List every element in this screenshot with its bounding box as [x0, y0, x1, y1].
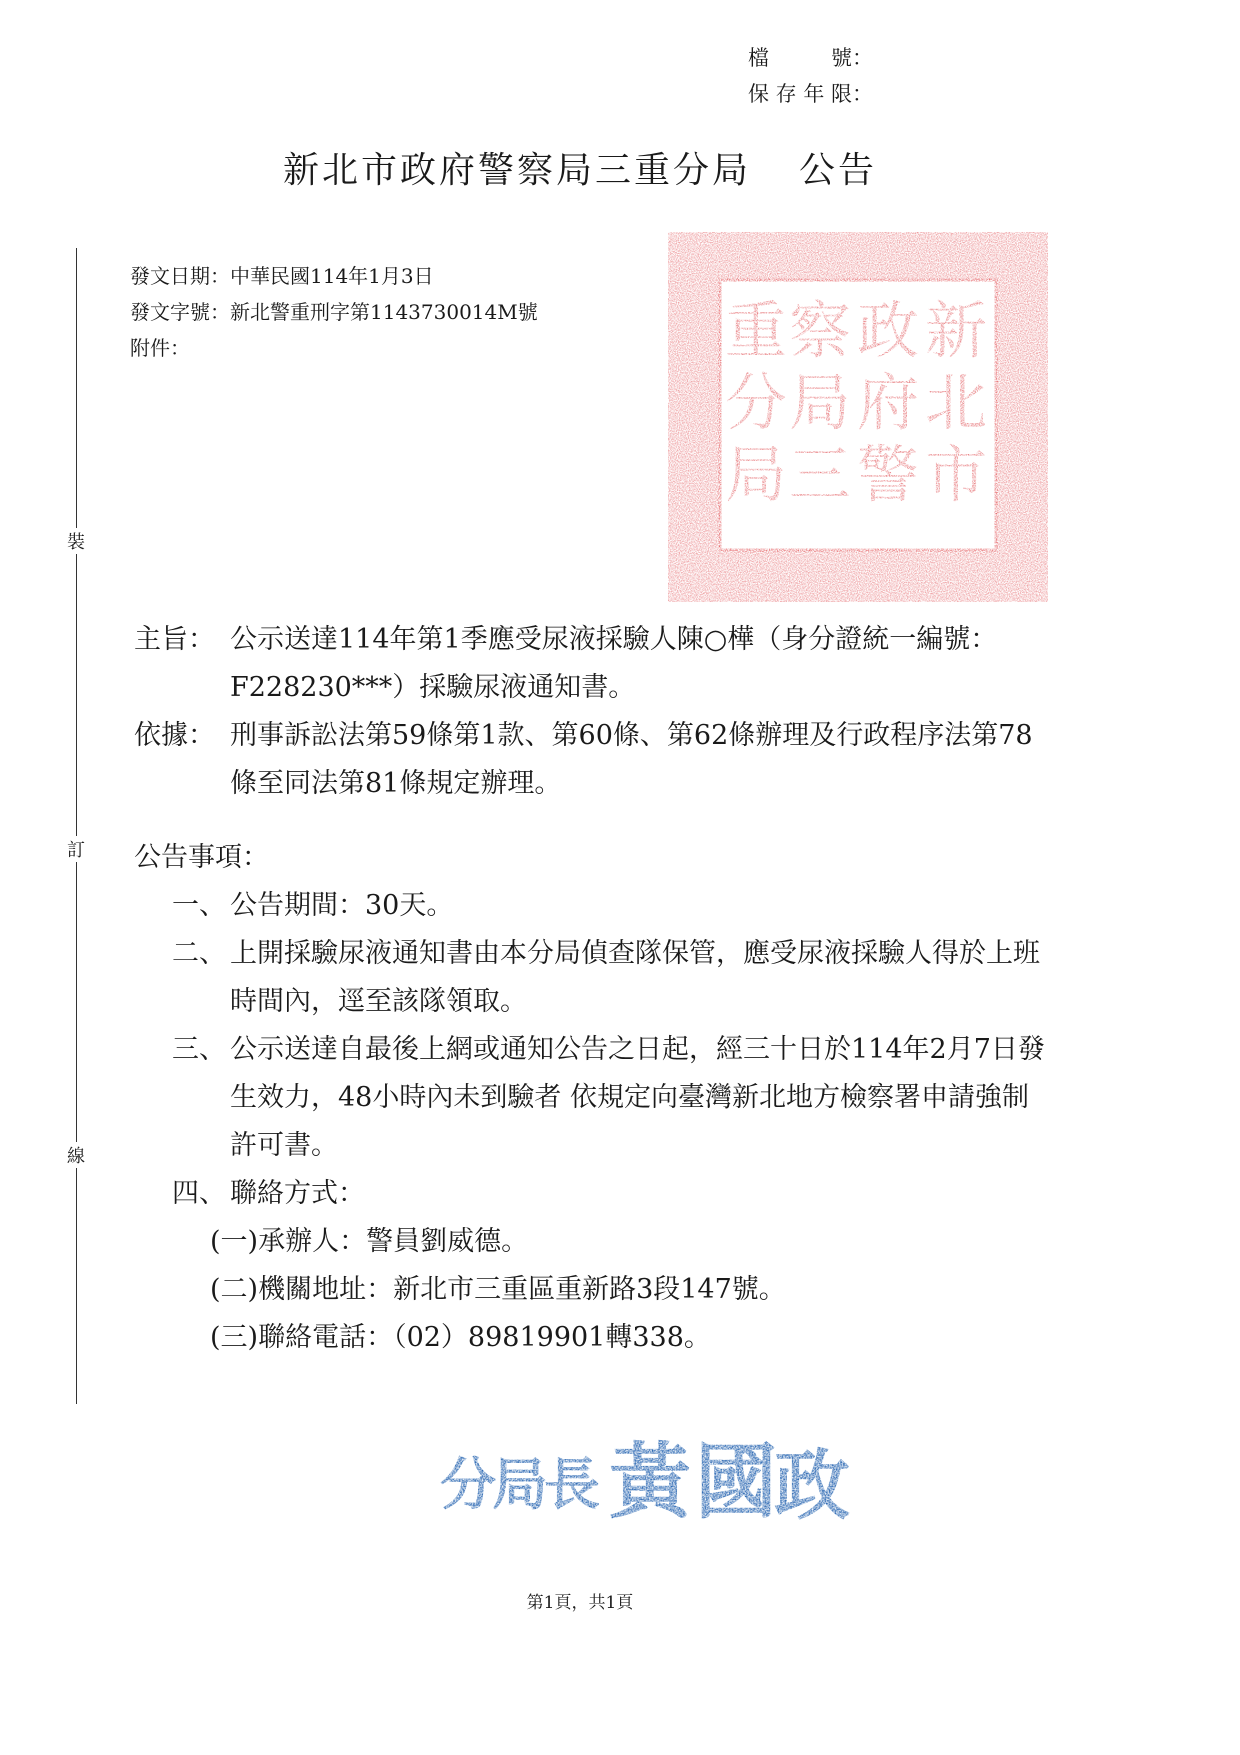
file-number-label: 檔號	[748, 46, 852, 70]
notice-items	[134, 882, 1054, 1218]
seal-glyph: 局	[788, 366, 852, 439]
document-title	[0, 142, 1160, 193]
contact-heading-text: 聯絡方式：	[230, 1178, 365, 1209]
seal-glyph: 政	[856, 294, 920, 367]
file-number-row	[748, 40, 872, 76]
issue-number-row	[130, 294, 538, 330]
attachment-label: 附件：	[130, 336, 190, 360]
basis-text: 刑事訴訟法第59條第1款、第60條、第62條辦理及行政程序法第78條至同法第81條規定辦理。	[230, 720, 1033, 799]
signature-glyph: 長	[544, 1452, 600, 1518]
notice-item-text: 公示送達自最後上網或通知公告之日起，經三十日於114年2月7日發生效力，48小時內未到驗者 依規定向臺灣新北地方檢察署申請強制許可書。	[230, 1034, 1045, 1161]
contact-item-number: (三)	[210, 1322, 259, 1353]
basis-section	[134, 712, 1054, 808]
binding-mark-zhuang: 裝	[62, 528, 90, 554]
contact-item-text: 承辦人：警員劉威德。	[258, 1226, 529, 1257]
notice-item-number: 三、	[172, 1034, 226, 1065]
issue-info	[130, 258, 538, 366]
contact-heading-number: 四、	[172, 1178, 226, 1209]
issue-number-value: 新北警重刑字第1143730014M號	[230, 300, 538, 324]
seal-glyph: 警	[856, 438, 920, 511]
contact-item	[210, 1314, 1054, 1362]
notice-item	[172, 1026, 1054, 1170]
signature-glyph: 國	[694, 1434, 778, 1526]
signature-glyph: 分	[440, 1452, 496, 1518]
notice-item-text: 上開採驗尿液通知書由本分局偵查隊保管，應受尿液採驗人得於上班時間內，逕至該隊領取。	[230, 938, 1040, 1017]
retention-label: 保存年限	[748, 82, 852, 106]
subject-label: 主旨：	[134, 624, 215, 655]
page-footer: 第1頁，共1頁	[526, 1593, 634, 1613]
notice-item-number: 二、	[172, 938, 226, 969]
notice-item-number: 一、	[172, 890, 226, 921]
basis-label: 依據：	[134, 720, 215, 751]
signature-glyph: 政	[774, 1441, 850, 1526]
retention-colon: ：	[852, 82, 873, 106]
file-meta	[748, 40, 872, 112]
seal-glyph: 市	[924, 438, 988, 511]
notice-heading: 公告事項：	[134, 842, 269, 873]
contact-item-text: 聯絡電話：（02）89819901轉338。	[258, 1322, 711, 1353]
seal-glyph: 局	[724, 438, 788, 511]
binding-mark-xian: 線	[62, 1142, 90, 1168]
contact-item-number: (二)	[210, 1274, 259, 1305]
official-seal	[664, 228, 1052, 606]
subject-section	[134, 616, 1054, 712]
contact-item-text: 機關地址：新北市三重區重新路3段147號。	[258, 1274, 786, 1305]
contact-item	[210, 1266, 1054, 1314]
retention-row	[748, 76, 872, 112]
binding-mark-ding: 訂	[62, 836, 90, 862]
notice-item-text: 公告期間：30天。	[230, 890, 454, 921]
seal-glyph: 分	[724, 366, 788, 439]
seal-glyph: 察	[788, 294, 852, 367]
contact-item-number: (一)	[210, 1226, 259, 1257]
signature-glyph: 黃	[608, 1434, 692, 1526]
issue-number-label: 發文字號：	[130, 300, 230, 324]
seal-glyph: 三	[788, 438, 852, 511]
seal-glyph: 北	[924, 366, 988, 439]
signature-glyph: 局	[492, 1452, 548, 1518]
seal-glyph: 新	[924, 294, 988, 367]
notice-item	[172, 882, 1054, 930]
issue-date-label: 發文日期：	[130, 264, 230, 288]
subject-text: 公示送達114年第1季應受尿液採驗人陳○樺（身分證統一編號：F228230***）採驗尿液通知書。	[230, 624, 998, 703]
seal-glyph: 重	[724, 294, 788, 367]
file-number-colon: ：	[852, 46, 873, 70]
attachment-row	[130, 330, 538, 366]
contact-heading	[172, 1170, 1054, 1218]
binding-line	[76, 248, 77, 1404]
contact-item	[210, 1218, 1054, 1266]
contact-list	[134, 1218, 1054, 1362]
notice-item	[172, 930, 1054, 1026]
issue-date-row	[130, 258, 538, 294]
signature-stamp	[438, 1422, 850, 1526]
document-body	[134, 616, 1054, 1362]
doc-type: 公告	[799, 150, 878, 191]
agency-name: 新北市政府警察局三重分局	[282, 150, 751, 191]
issue-date-value: 中華民國114年1月3日	[230, 264, 434, 288]
seal-glyph: 府	[856, 366, 920, 439]
